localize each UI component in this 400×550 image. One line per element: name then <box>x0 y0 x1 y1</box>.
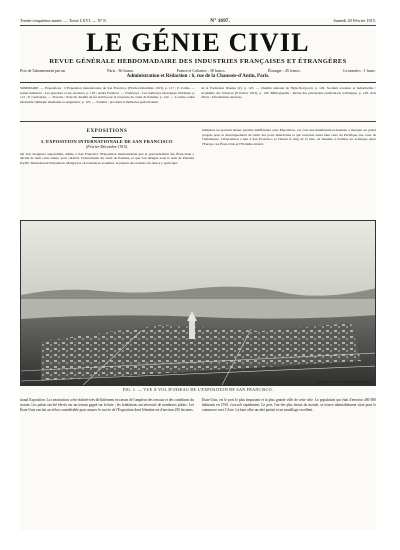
summary-column-right: de la Formation Moulée (2), p. 125. — Chemin national de Nijni-Novgorod, p. 126. Sociétés savantes et industrielles : Académie des Sciences (8 février 1915), p. 126. Bibliographie : Revue des principales publications techniques, p. 128. Avis divers : Informations diverses. <box>201 86 376 100</box>
newspaper-page <box>20 18 376 530</box>
section-heading: EXPOSITIONS <box>86 129 128 134</box>
issue-date: Samedi 20 Février 1915. <box>333 18 376 23</box>
birds-eye-view-engraving <box>21 221 376 386</box>
price-paris: Paris : 36 francs. <box>107 68 135 73</box>
summary-column-left: SOMMAIRE. — Expositions : L'Exposition internationale de San Francisco (Février-Décembre 1915), p. 117 ; P. Calfas. — Génie industriel : Les gazoducs et les oléoducs, p. 118 ; André Frémont. — Tramways : Les tramways électriques d'Orléans, p. 121 ; P. Caufourier. — Travaux : Pont du chemin de fer établi pour la traversée du canal de Panama, p. 122. — La lutte contre l'industrie chimique allemande et Angleterre, p. 123. — Variétés : procédés et méthodes perfectionnés <box>20 86 195 104</box>
article-right-column <box>202 128 376 216</box>
bottom-right-column: Etats-Unis, est le port le plus important et la plus grande ville de cette côte. La population qui était d'environ 400 000 habitants en 1910, s'accroît rapidement. Le port, l'un des plus beaux du monde, se trouve admirablement situé pour le commerce avec l'Asie. La baie offre un abri parfait et un mouillage excellent. <box>202 398 376 412</box>
tower-of-jewels <box>189 321 195 339</box>
article-dates: (Février-Décembre 1915). <box>85 144 129 149</box>
price-france: France et Colonies : 38 francs. <box>176 68 226 73</box>
figure-credit: Copyright 1913 — Panama Pacific Exposition. <box>315 380 372 384</box>
table-of-contents <box>20 86 376 122</box>
article-columns <box>20 128 376 216</box>
article-headline: L'EXPOSITION INTERNATIONALE DE SAN FRANCISCO <box>41 139 173 145</box>
section-rule <box>92 137 122 138</box>
issue-number: N° 1697. <box>210 18 230 24</box>
figure-caption: FIG. 1. — VUE À VOL D'OISEAU DE L'EXPOSITION DE SAN FRANCISCO. <box>122 387 274 392</box>
subscription-label: Prix de l'abonnement par an <box>20 68 65 73</box>
bottom-text-columns <box>20 398 376 456</box>
article-body-left: On doit inaugurer aujourd'hui, même à San Francisco l'Exposition internationale que le gouvernement des États-Unis a décidé de tenir cette année, pour célébrer l'achèvement du canal de Panama, et que l'on désigne sous le nom de Panama Pacific International Exposition. Malgré les circonstances actuelles, la plupart des nations ont tenu à y participer. <box>20 151 194 166</box>
masthead-title: LE GÉNIE CIVIL <box>86 28 310 57</box>
price-numero: Le numéro : 1 franc. <box>343 68 376 73</box>
article-body-right: militaires ne peuvent laisser paraître indifférente cette Exposition, car c'est une manifestation destinée à marquer un grand progrès pour le développement du trafic des ports américains et qui concerne aussi bien ceux du Pacifique que ceux de l'Atlantique. L'Exposition a lieu à San Francisco et s'étend le long de la baie, de manière à faciliter les échanges entre l'Europe, les États-Unis et l'Extrême-Orient. <box>202 128 376 147</box>
bay-water <box>21 299 376 319</box>
subscription-prices <box>20 68 376 73</box>
sky <box>21 221 376 296</box>
article-left-column <box>20 128 194 216</box>
masthead-subtitle: REVUE GÉNÉRALE HEBDOMADAIRE DES INDUSTRIES FRANÇAISES ET ÉTRANGÈRES <box>49 58 347 65</box>
exposition-illustration <box>20 220 376 386</box>
issue-info-line <box>20 18 376 26</box>
bottom-left-column: tional Exposition. La construction a été réalisée très difficilement en raison de l'ampleur des travaux et des conditions du terrain. Les palais ont été élevés sur un terrain gagné sur la baie ; les fondations ont nécessité de nombreux pilotis. Les États-Unis ont fait un effort considérable pour assurer le succès de l'Exposition dont l'étendue est d'environ 250 hectares. <box>20 398 194 412</box>
administration-address: Administration et Rédaction : 6, rue de la Chaussée-d'Antin, Paris. <box>20 74 376 83</box>
price-etranger: Étranger : 45 francs. <box>268 68 301 73</box>
year-volume: Trente-cinquième année. — Tome LXVI. — N° 8. <box>20 18 107 23</box>
